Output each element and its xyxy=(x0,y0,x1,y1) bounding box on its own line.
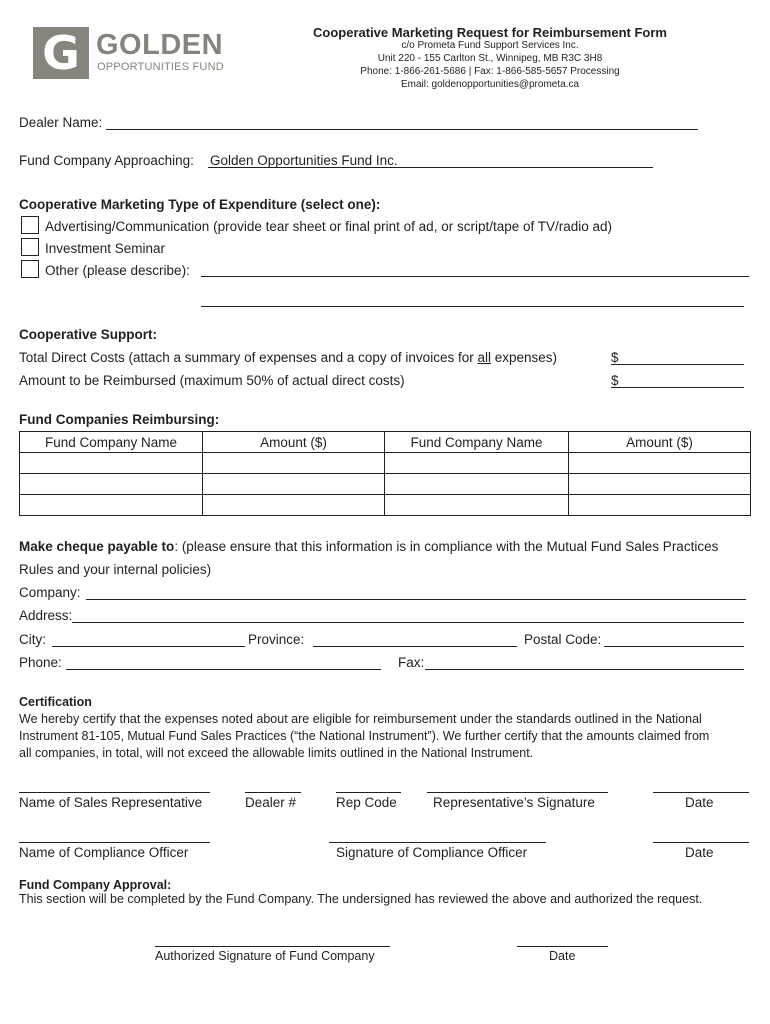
other-option-label: Other (please describe): xyxy=(45,263,190,278)
rep-code-field[interactable] xyxy=(336,792,401,793)
dealer-name-label: Dealer Name: xyxy=(19,115,103,130)
seminar-option-label: Investment Seminar xyxy=(45,241,166,256)
table-header-row xyxy=(20,432,751,453)
table-cell[interactable] xyxy=(20,453,203,474)
dealer-number-label: Dealer # xyxy=(245,795,297,810)
company-label: Company: xyxy=(19,585,81,600)
support-heading: Cooperative Support: xyxy=(19,327,158,342)
reimbursing-heading: Fund Companies Reimbursing: xyxy=(19,412,220,427)
currency-symbol: $ xyxy=(611,373,619,388)
fax-field[interactable] xyxy=(425,669,744,670)
dealer-name-field[interactable] xyxy=(106,129,698,130)
logo-letter: G xyxy=(42,26,80,80)
advertising-option-label: Advertising/Communication (provide tear sheet or final print of ad, or script/tape of TV/radio ad) xyxy=(45,219,613,234)
postal-code-label: Postal Code: xyxy=(524,632,602,647)
fax-label: Fax: xyxy=(398,655,425,670)
rep-date-field[interactable] xyxy=(653,792,749,793)
table-cell[interactable] xyxy=(20,474,203,495)
approval-text: This section will be completed by the Fund Company. The undersigned has reviewed the above and authorized the request. xyxy=(19,892,703,906)
column-header: Fund Company Name xyxy=(20,432,203,453)
table-cell[interactable] xyxy=(385,474,569,495)
rep-signature-field[interactable] xyxy=(427,792,608,793)
logo-name: GOLDEN xyxy=(96,29,224,61)
total-direct-costs-label: Total Direct Costs (attach a summary of expenses and a copy of invoices for all expenses) xyxy=(19,350,558,365)
amount-reimbursed-field[interactable] xyxy=(611,387,744,388)
phone-label: Phone: xyxy=(19,655,62,670)
sales-rep-name-field[interactable] xyxy=(19,792,210,793)
table-cell[interactable] xyxy=(385,453,569,474)
table-row xyxy=(20,453,751,474)
table-cell[interactable] xyxy=(569,474,751,495)
header-line: c/o Prometa Fund Support Services Inc. xyxy=(401,40,579,51)
payable-note: Make cheque payable to: (please ensure that this information is in compliance with the Mutual Fund Sales Practices xyxy=(19,539,719,554)
table-row xyxy=(20,495,751,516)
certification-heading: Certification xyxy=(19,695,92,709)
total-direct-costs-field[interactable] xyxy=(611,364,744,365)
table-cell[interactable] xyxy=(20,495,203,516)
compliance-date-label: Date xyxy=(685,845,714,860)
compliance-date-field[interactable] xyxy=(653,842,749,843)
table-cell[interactable] xyxy=(203,474,385,495)
rep-code-label: Rep Code xyxy=(336,795,397,810)
authorized-signature-field[interactable] xyxy=(155,946,390,947)
column-header: Amount ($) xyxy=(569,432,751,453)
column-header: Amount ($) xyxy=(203,432,385,453)
other-describe-field-line2[interactable] xyxy=(201,306,744,307)
compliance-name-label: Name of Compliance Officer xyxy=(19,845,189,860)
certification-text: all companies, in total, will not exceed the allowable limits outlined in the National Instrument. xyxy=(19,746,534,760)
sales-rep-name-label: Name of Sales Representative xyxy=(19,795,203,810)
table-row xyxy=(20,474,751,495)
compliance-signature-field[interactable] xyxy=(329,842,546,843)
address-label: Address: xyxy=(19,608,73,623)
approval-date-label: Date xyxy=(549,949,576,963)
dealer-number-field[interactable] xyxy=(245,792,301,793)
other-checkbox[interactable] xyxy=(21,260,39,278)
city-label: City: xyxy=(19,632,46,647)
certification-text: Instrument 81-105, Mutual Fund Sales Practices (“the National Instrument”). We further certify that the amounts claimed from xyxy=(19,729,710,743)
header-line: Email: goldenopportunities@prometa.ca xyxy=(400,79,580,90)
table-cell[interactable] xyxy=(203,495,385,516)
rep-date-label: Date xyxy=(685,795,714,810)
header-line: Phone: 1-866-261-5686 | Fax: 1-866-585-5657 Processing xyxy=(360,66,620,77)
company-field[interactable] xyxy=(86,599,746,600)
form-title: Cooperative Marketing Request for Reimbursement Form xyxy=(313,25,667,40)
certification-text: We hereby certify that the expenses noted about are eligible for reimbursement under the standards outlined in the National xyxy=(19,712,702,726)
fund-company-value: Golden Opportunities Fund Inc. xyxy=(210,153,398,168)
column-header: Fund Company Name xyxy=(385,432,569,453)
table-cell[interactable] xyxy=(569,453,751,474)
approval-date-field[interactable] xyxy=(517,946,608,947)
address-field[interactable] xyxy=(72,622,744,623)
table-cell[interactable] xyxy=(385,495,569,516)
header-line: Unit 220 - 155 Carlton St., Winnipeg, MB R3C 3H8 xyxy=(377,53,603,64)
table-cell[interactable] xyxy=(203,453,385,474)
compliance-signature-label: Signature of Compliance Officer xyxy=(336,845,528,860)
rep-signature-label: Representative’s Signature xyxy=(433,795,595,810)
expenditure-heading: Cooperative Marketing Type of Expenditure (select one): xyxy=(19,197,381,212)
approval-heading: Fund Company Approval: xyxy=(19,878,172,892)
currency-symbol: $ xyxy=(611,350,619,365)
payable-note-line2: Rules and your internal policies) xyxy=(19,562,212,577)
province-field[interactable] xyxy=(313,646,517,647)
postal-code-field[interactable] xyxy=(604,646,744,647)
logo-subtitle: OPPORTUNITIES FUND xyxy=(97,61,224,73)
advertising-checkbox[interactable] xyxy=(21,216,39,234)
amount-reimbursed-label: Amount to be Reimbursed (maximum 50% of actual direct costs) xyxy=(19,373,405,388)
province-label: Province: xyxy=(248,632,305,647)
other-describe-field[interactable] xyxy=(201,276,749,277)
table-cell[interactable] xyxy=(569,495,751,516)
phone-field[interactable] xyxy=(66,669,381,670)
compliance-name-field[interactable] xyxy=(19,842,210,843)
city-field[interactable] xyxy=(52,646,245,647)
reimbursing-table xyxy=(19,431,751,516)
seminar-checkbox[interactable] xyxy=(21,238,39,256)
authorized-signature-label: Authorized Signature of Fund Company xyxy=(155,949,375,963)
fund-company-field[interactable] xyxy=(208,167,653,168)
fund-company-label: Fund Company Approaching: xyxy=(19,153,194,168)
